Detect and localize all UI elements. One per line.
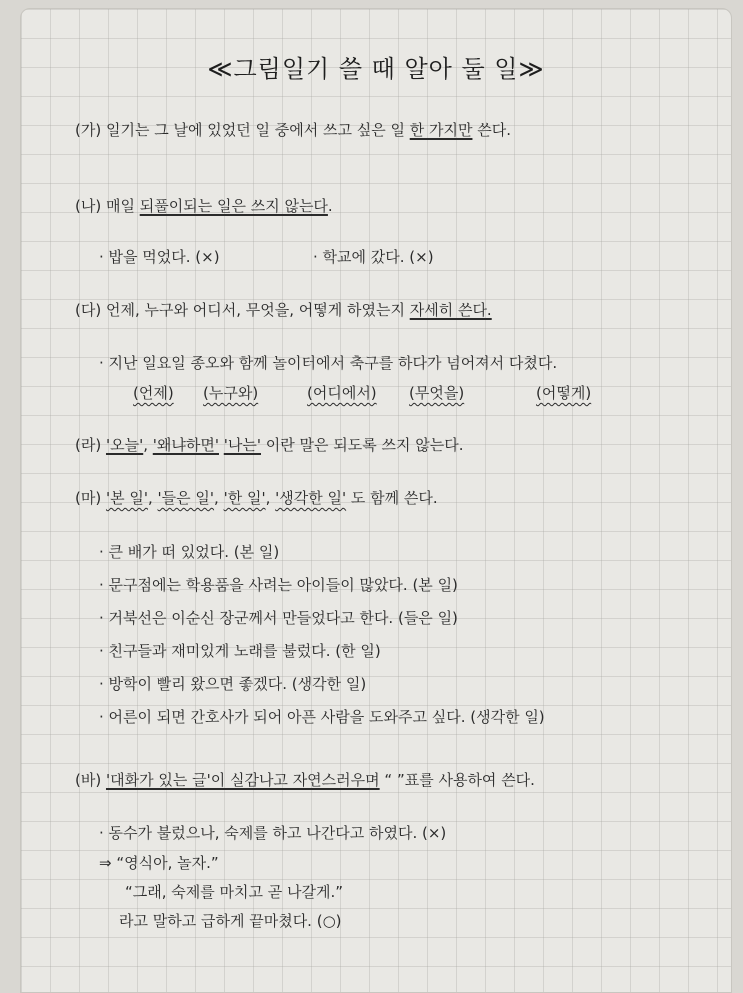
item-ra-text: 이란 말은 되도록 쓰지 않는다. — [261, 436, 464, 454]
item-ba-dialog-3: 라고 말하고 급하게 끝마쳤다. (○) — [119, 912, 342, 930]
item-ga-text: 일기는 그 날에 있었던 일 중에서 쓰고 싶은 일 — [105, 121, 410, 139]
item-ga-label: (가) — [75, 121, 102, 139]
item-ma-example: · 문구점에는 학용품을 사려는 아이들이 많았다. (본 일) — [99, 576, 458, 594]
item-ma-quote-2: '들은 일' — [157, 489, 215, 507]
item-ma-example: · 친구들과 재미있게 노래를 불렀다. (한 일) — [99, 642, 381, 660]
separator: , — [147, 489, 158, 507]
item-ba-example: · 동수가 불렀으나, 숙제를 하고 나간다고 하였다. (×) — [99, 824, 447, 842]
item-na — [75, 195, 333, 216]
item-ma-label: (마) — [75, 489, 102, 507]
item-ba-text: “ ”표를 사용하여 쓴다. — [379, 771, 535, 789]
item-na-emphasis: 되풀이되는 일은 쓰지 않는다 — [139, 197, 328, 215]
item-ma-example: · 거북선은 이순신 장군께서 만들었다고 한다. (들은 일) — [99, 609, 458, 627]
item-ra-quote-2: '왜냐하면' — [152, 436, 219, 454]
item-da-text: 언제, 누구와 어디서, 무엇을, 어떻게 하였는지 — [105, 301, 410, 319]
tag-with-whom: (누구와) — [203, 384, 259, 402]
page-title: ≪그림일기 쓸 때 알아 둘 일≫ — [207, 55, 545, 83]
item-ma-text: 도 함께 쓴다. — [346, 489, 438, 507]
item-ra-quote-3: '나는' — [223, 436, 261, 454]
item-ba-dialog-2: “그래, 숙제를 마치고 곧 나갈게.” — [125, 883, 344, 901]
item-ma — [75, 487, 438, 508]
item-da — [75, 299, 492, 320]
item-ra — [75, 434, 464, 455]
tag-what: (무엇을) — [409, 384, 465, 402]
separator: , — [143, 436, 153, 454]
item-na-text-end: . — [327, 197, 333, 215]
item-ma-quote-4: '생각한 일' — [275, 489, 347, 507]
item-ma-example: · 방학이 빨리 왔으면 좋겠다. (생각한 일) — [99, 675, 367, 693]
item-na-text: 매일 — [105, 197, 140, 215]
item-ma-example: · 어른이 되면 간호사가 되어 아픈 사람을 도와주고 싶다. (생각한 일) — [99, 708, 545, 726]
item-na-example-1: · 밥을 먹었다. (×) — [99, 248, 220, 266]
separator: , — [265, 489, 276, 507]
item-na-example-2: · 학교에 갔다. (×) — [313, 248, 434, 266]
tag-where: (어디에서) — [307, 384, 377, 402]
tag-how: (어떻게) — [536, 384, 592, 402]
item-ba — [75, 769, 535, 790]
item-da-emphasis: 자세히 쓴다. — [409, 301, 492, 319]
item-da-example: · 지난 일요일 종오와 함께 놀이터에서 축구를 하다가 넘어져서 다쳤다. — [99, 354, 558, 372]
item-ba-dialog-1: ⇒ “영식아, 놀자.” — [99, 854, 219, 872]
item-ma-quote-3: '한 일' — [223, 489, 266, 507]
item-ba-label: (바) — [75, 771, 102, 789]
notebook-page — [20, 8, 732, 993]
item-ra-label: (라) — [75, 436, 102, 454]
item-ba-emphasis: '대화가 있는 글'이 실감나고 자연스러우며 — [105, 771, 380, 789]
item-ga-emphasis: 한 가지만 — [409, 121, 473, 139]
item-ra-quote-1: '오늘' — [105, 436, 144, 454]
item-ga — [75, 119, 511, 140]
tag-when: (언제) — [133, 384, 174, 402]
item-ma-quote-1: '본 일' — [105, 489, 148, 507]
item-da-label: (다) — [75, 301, 102, 319]
item-na-label: (나) — [75, 197, 102, 215]
separator: , — [214, 489, 224, 507]
item-ma-example: · 큰 배가 떠 있었다. (본 일) — [99, 543, 280, 561]
item-ga-text-end: 쓴다. — [472, 121, 511, 139]
